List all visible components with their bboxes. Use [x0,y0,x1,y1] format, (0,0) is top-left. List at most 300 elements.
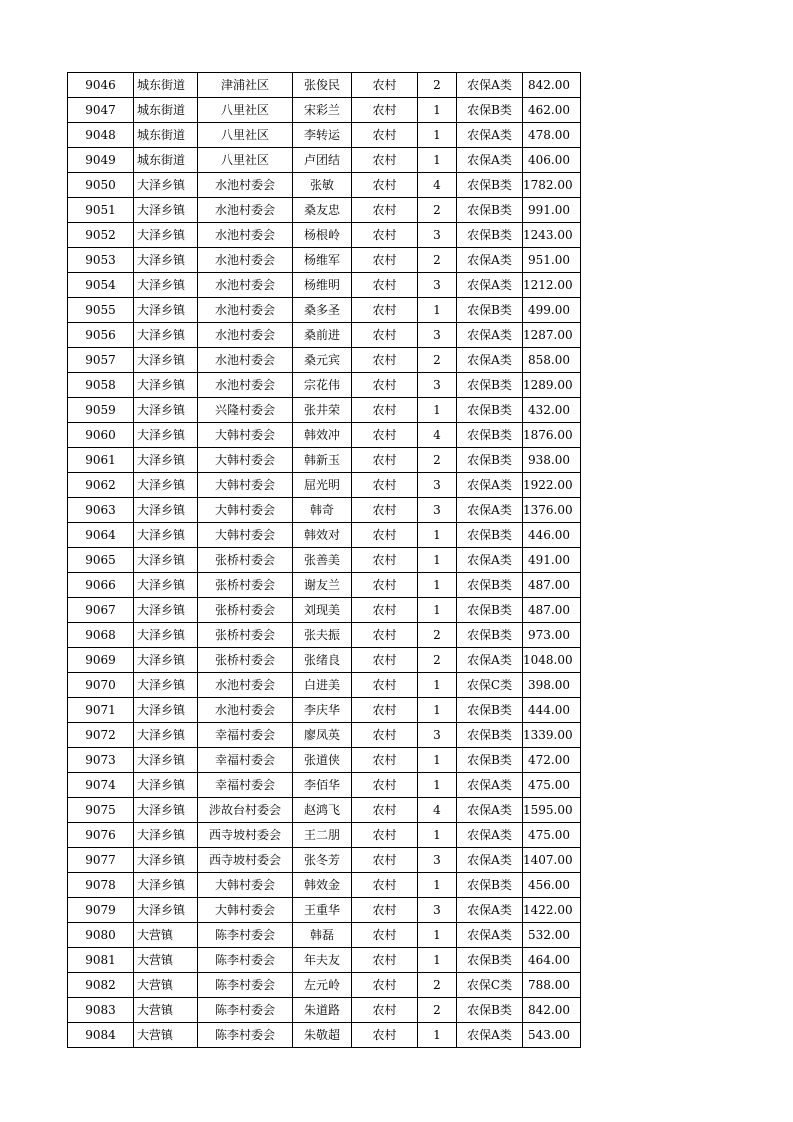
amount-cell: 1782.00 [523,173,581,198]
amount-cell: 456.00 [523,873,581,898]
category-cell: 农保A类 [457,923,523,948]
category-cell: 农保A类 [457,548,523,573]
member-count-cell: 2 [418,623,457,648]
household-type-cell: 农村 [352,548,418,573]
village-cell: 津浦社区 [198,73,293,98]
record-id-cell: 9081 [68,948,134,973]
town-cell: 大营镇 [134,973,198,998]
village-cell: 幸福村委会 [198,773,293,798]
table-row [68,298,581,323]
village-cell: 张桥村委会 [198,598,293,623]
name-cell: 杨维明 [293,273,352,298]
town-cell: 大营镇 [134,1023,198,1048]
town-cell: 大泽乡镇 [134,298,198,323]
category-cell: 农保A类 [457,1023,523,1048]
record-id-cell: 9046 [68,73,134,98]
member-count-cell: 1 [418,773,457,798]
record-id-cell: 9068 [68,623,134,648]
household-type-cell: 农村 [352,498,418,523]
amount-cell: 475.00 [523,773,581,798]
table-row [68,798,581,823]
category-cell: 农保B类 [457,698,523,723]
village-cell: 陈李村委会 [198,923,293,948]
record-id-cell: 9076 [68,823,134,848]
household-type-cell: 农村 [352,898,418,923]
record-id-cell: 9079 [68,898,134,923]
member-count-cell: 2 [418,248,457,273]
member-count-cell: 1 [418,948,457,973]
name-cell: 王二朋 [293,823,352,848]
village-cell: 水池村委会 [198,248,293,273]
name-cell: 张冬芳 [293,848,352,873]
town-cell: 大营镇 [134,948,198,973]
record-id-cell: 9083 [68,998,134,1023]
category-cell: 农保B类 [457,573,523,598]
name-cell: 张俊民 [293,73,352,98]
table-row [68,948,581,973]
name-cell: 张绪良 [293,648,352,673]
amount-cell: 842.00 [523,73,581,98]
record-id-cell: 9070 [68,673,134,698]
category-cell: 农保A类 [457,823,523,848]
town-cell: 大泽乡镇 [134,273,198,298]
table-row [68,748,581,773]
household-type-cell: 农村 [352,848,418,873]
category-cell: 农保A类 [457,148,523,173]
record-id-cell: 9052 [68,223,134,248]
village-cell: 大韩村委会 [198,523,293,548]
table-row [68,223,581,248]
village-cell: 水池村委会 [198,373,293,398]
name-cell: 韩新玉 [293,448,352,473]
record-id-cell: 9056 [68,323,134,348]
household-type-cell: 农村 [352,398,418,423]
village-cell: 大韩村委会 [198,448,293,473]
table-row [68,598,581,623]
amount-cell: 1922.00 [523,473,581,498]
name-cell: 卢团结 [293,148,352,173]
table-row [68,173,581,198]
category-cell: 农保B类 [457,173,523,198]
amount-cell: 842.00 [523,998,581,1023]
town-cell: 大泽乡镇 [134,498,198,523]
category-cell: 农保B类 [457,448,523,473]
amount-cell: 487.00 [523,598,581,623]
town-cell: 大泽乡镇 [134,348,198,373]
name-cell: 桑多圣 [293,298,352,323]
record-id-cell: 9063 [68,498,134,523]
village-cell: 大韩村委会 [198,423,293,448]
village-cell: 水池村委会 [198,698,293,723]
member-count-cell: 1 [418,98,457,123]
amount-cell: 478.00 [523,123,581,148]
beneficiary-table [67,72,581,1048]
table-row [68,898,581,923]
amount-cell: 1212.00 [523,273,581,298]
village-cell: 张桥村委会 [198,548,293,573]
household-type-cell: 农村 [352,623,418,648]
record-id-cell: 9080 [68,923,134,948]
household-type-cell: 农村 [352,973,418,998]
record-id-cell: 9054 [68,273,134,298]
name-cell: 韩奇 [293,498,352,523]
household-type-cell: 农村 [352,923,418,948]
name-cell: 白进美 [293,673,352,698]
member-count-cell: 3 [418,473,457,498]
household-type-cell: 农村 [352,348,418,373]
member-count-cell: 1 [418,598,457,623]
member-count-cell: 3 [418,898,457,923]
record-id-cell: 9065 [68,548,134,573]
town-cell: 大泽乡镇 [134,248,198,273]
village-cell: 八里社区 [198,148,293,173]
name-cell: 刘现美 [293,598,352,623]
member-count-cell: 1 [418,673,457,698]
member-count-cell: 4 [418,423,457,448]
table-row [68,723,581,748]
table-row [68,623,581,648]
name-cell: 李佰华 [293,773,352,798]
table-row [68,73,581,98]
category-cell: 农保A类 [457,123,523,148]
name-cell: 韩效对 [293,523,352,548]
record-id-cell: 9078 [68,873,134,898]
name-cell: 韩效冲 [293,423,352,448]
amount-cell: 1876.00 [523,423,581,448]
town-cell: 大泽乡镇 [134,373,198,398]
household-type-cell: 农村 [352,773,418,798]
table-row [68,423,581,448]
name-cell: 宋彩兰 [293,98,352,123]
name-cell: 桑前进 [293,323,352,348]
member-count-cell: 2 [418,73,457,98]
table-row [68,823,581,848]
category-cell: 农保B类 [457,748,523,773]
member-count-cell: 2 [418,648,457,673]
member-count-cell: 1 [418,748,457,773]
household-type-cell: 农村 [352,423,418,448]
town-cell: 大泽乡镇 [134,473,198,498]
table-row [68,773,581,798]
name-cell: 朱敬超 [293,1023,352,1048]
household-type-cell: 农村 [352,98,418,123]
category-cell: 农保A类 [457,273,523,298]
record-id-cell: 9082 [68,973,134,998]
member-count-cell: 1 [418,148,457,173]
category-cell: 农保B类 [457,998,523,1023]
town-cell: 大泽乡镇 [134,798,198,823]
category-cell: 农保A类 [457,498,523,523]
record-id-cell: 9069 [68,648,134,673]
name-cell: 杨维军 [293,248,352,273]
town-cell: 大营镇 [134,923,198,948]
town-cell: 大泽乡镇 [134,873,198,898]
category-cell: 农保A类 [457,648,523,673]
table-row [68,373,581,398]
household-type-cell: 农村 [352,323,418,348]
town-cell: 大泽乡镇 [134,398,198,423]
household-type-cell: 农村 [352,673,418,698]
amount-cell: 487.00 [523,573,581,598]
household-type-cell: 农村 [352,698,418,723]
table-row [68,248,581,273]
name-cell: 张敏 [293,173,352,198]
table-row [68,1023,581,1048]
table-row [68,448,581,473]
table-row [68,323,581,348]
name-cell: 韩磊 [293,923,352,948]
table-row [68,923,581,948]
member-count-cell: 2 [418,448,457,473]
name-cell: 杨根岭 [293,223,352,248]
record-id-cell: 9077 [68,848,134,873]
table-row [68,548,581,573]
town-cell: 大泽乡镇 [134,848,198,873]
household-type-cell: 农村 [352,473,418,498]
record-id-cell: 9059 [68,398,134,423]
record-id-cell: 9066 [68,573,134,598]
household-type-cell: 农村 [352,198,418,223]
name-cell: 韩效金 [293,873,352,898]
member-count-cell: 3 [418,273,457,298]
table-row [68,573,581,598]
record-id-cell: 9053 [68,248,134,273]
table-row [68,973,581,998]
town-cell: 大泽乡镇 [134,673,198,698]
member-count-cell: 2 [418,973,457,998]
town-cell: 大泽乡镇 [134,173,198,198]
table-row [68,998,581,1023]
table-row [68,348,581,373]
town-cell: 大泽乡镇 [134,598,198,623]
town-cell: 大泽乡镇 [134,448,198,473]
amount-cell: 499.00 [523,298,581,323]
record-id-cell: 9060 [68,423,134,448]
record-id-cell: 9055 [68,298,134,323]
amount-cell: 491.00 [523,548,581,573]
member-count-cell: 4 [418,173,457,198]
category-cell: 农保B类 [457,873,523,898]
village-cell: 大韩村委会 [198,873,293,898]
record-id-cell: 9058 [68,373,134,398]
village-cell: 张桥村委会 [198,623,293,648]
household-type-cell: 农村 [352,748,418,773]
member-count-cell: 3 [418,848,457,873]
table-row [68,648,581,673]
record-id-cell: 9049 [68,148,134,173]
record-id-cell: 9047 [68,98,134,123]
name-cell: 宗花伟 [293,373,352,398]
category-cell: 农保A类 [457,898,523,923]
amount-cell: 464.00 [523,948,581,973]
town-cell: 大泽乡镇 [134,823,198,848]
amount-cell: 472.00 [523,748,581,773]
household-type-cell: 农村 [352,873,418,898]
member-count-cell: 3 [418,723,457,748]
category-cell: 农保B类 [457,398,523,423]
category-cell: 农保B类 [457,98,523,123]
amount-cell: 991.00 [523,198,581,223]
table-row [68,523,581,548]
village-cell: 幸福村委会 [198,723,293,748]
town-cell: 大泽乡镇 [134,198,198,223]
member-count-cell: 3 [418,373,457,398]
table-row [68,98,581,123]
amount-cell: 475.00 [523,823,581,848]
amount-cell: 1289.00 [523,373,581,398]
household-type-cell: 农村 [352,1023,418,1048]
village-cell: 水池村委会 [198,198,293,223]
name-cell: 张道侠 [293,748,352,773]
household-type-cell: 农村 [352,798,418,823]
village-cell: 水池村委会 [198,223,293,248]
amount-cell: 1339.00 [523,723,581,748]
town-cell: 大泽乡镇 [134,748,198,773]
table-row [68,198,581,223]
amount-cell: 543.00 [523,1023,581,1048]
record-id-cell: 9071 [68,698,134,723]
category-cell: 农保B类 [457,598,523,623]
name-cell: 年夫友 [293,948,352,973]
table-row [68,148,581,173]
member-count-cell: 3 [418,498,457,523]
household-type-cell: 农村 [352,723,418,748]
record-id-cell: 9067 [68,598,134,623]
table-row [68,873,581,898]
record-id-cell: 9051 [68,198,134,223]
record-id-cell: 9075 [68,798,134,823]
household-type-cell: 农村 [352,298,418,323]
category-cell: 农保A类 [457,848,523,873]
member-count-cell: 2 [418,198,457,223]
record-id-cell: 9064 [68,523,134,548]
category-cell: 农保B类 [457,948,523,973]
member-count-cell: 1 [418,573,457,598]
record-id-cell: 9084 [68,1023,134,1048]
name-cell: 桑元宾 [293,348,352,373]
amount-cell: 398.00 [523,673,581,698]
amount-cell: 1287.00 [523,323,581,348]
member-count-cell: 1 [418,873,457,898]
household-type-cell: 农村 [352,248,418,273]
town-cell: 大泽乡镇 [134,698,198,723]
town-cell: 大营镇 [134,998,198,1023]
record-id-cell: 9072 [68,723,134,748]
record-id-cell: 9073 [68,748,134,773]
household-type-cell: 农村 [352,448,418,473]
amount-cell: 858.00 [523,348,581,373]
record-id-cell: 9057 [68,348,134,373]
table-body [68,73,581,1048]
household-type-cell: 农村 [352,598,418,623]
household-type-cell: 农村 [352,948,418,973]
town-cell: 大泽乡镇 [134,723,198,748]
village-cell: 水池村委会 [198,673,293,698]
town-cell: 城东街道 [134,73,198,98]
category-cell: 农保B类 [457,198,523,223]
village-cell: 水池村委会 [198,323,293,348]
name-cell: 张善美 [293,548,352,573]
category-cell: 农保B类 [457,373,523,398]
amount-cell: 432.00 [523,398,581,423]
category-cell: 农保B类 [457,623,523,648]
town-cell: 大泽乡镇 [134,323,198,348]
amount-cell: 532.00 [523,923,581,948]
member-count-cell: 1 [418,923,457,948]
name-cell: 李转运 [293,123,352,148]
household-type-cell: 农村 [352,573,418,598]
category-cell: 农保A类 [457,323,523,348]
amount-cell: 462.00 [523,98,581,123]
town-cell: 大泽乡镇 [134,223,198,248]
village-cell: 水池村委会 [198,298,293,323]
village-cell: 幸福村委会 [198,748,293,773]
town-cell: 大泽乡镇 [134,573,198,598]
table-row [68,398,581,423]
town-cell: 大泽乡镇 [134,623,198,648]
amount-cell: 406.00 [523,148,581,173]
table-row [68,123,581,148]
amount-cell: 938.00 [523,448,581,473]
town-cell: 城东街道 [134,98,198,123]
member-count-cell: 1 [418,548,457,573]
name-cell: 张夫振 [293,623,352,648]
table-row [68,848,581,873]
member-count-cell: 2 [418,348,457,373]
name-cell: 左元岭 [293,973,352,998]
household-type-cell: 农村 [352,523,418,548]
name-cell: 王重华 [293,898,352,923]
table-row [68,273,581,298]
village-cell: 大韩村委会 [198,498,293,523]
category-cell: 农保C类 [457,673,523,698]
village-cell: 八里社区 [198,98,293,123]
household-type-cell: 农村 [352,273,418,298]
member-count-cell: 1 [418,523,457,548]
category-cell: 农保A类 [457,473,523,498]
village-cell: 八里社区 [198,123,293,148]
name-cell: 廖凤英 [293,723,352,748]
village-cell: 陈李村委会 [198,948,293,973]
name-cell: 李庆华 [293,698,352,723]
town-cell: 城东街道 [134,123,198,148]
town-cell: 大泽乡镇 [134,423,198,448]
category-cell: 农保C类 [457,973,523,998]
category-cell: 农保A类 [457,773,523,798]
household-type-cell: 农村 [352,373,418,398]
household-type-cell: 农村 [352,123,418,148]
name-cell: 屈光明 [293,473,352,498]
amount-cell: 444.00 [523,698,581,723]
household-type-cell: 农村 [352,173,418,198]
member-count-cell: 1 [418,298,457,323]
table-row [68,673,581,698]
category-cell: 农保B类 [457,723,523,748]
name-cell: 赵鸿飞 [293,798,352,823]
household-type-cell: 农村 [352,648,418,673]
village-cell: 水池村委会 [198,273,293,298]
member-count-cell: 3 [418,323,457,348]
amount-cell: 951.00 [523,248,581,273]
household-type-cell: 农村 [352,998,418,1023]
village-cell: 兴隆村委会 [198,398,293,423]
member-count-cell: 1 [418,1023,457,1048]
village-cell: 张桥村委会 [198,573,293,598]
village-cell: 陈李村委会 [198,1023,293,1048]
name-cell: 张井荣 [293,398,352,423]
town-cell: 大泽乡镇 [134,523,198,548]
category-cell: 农保B类 [457,423,523,448]
